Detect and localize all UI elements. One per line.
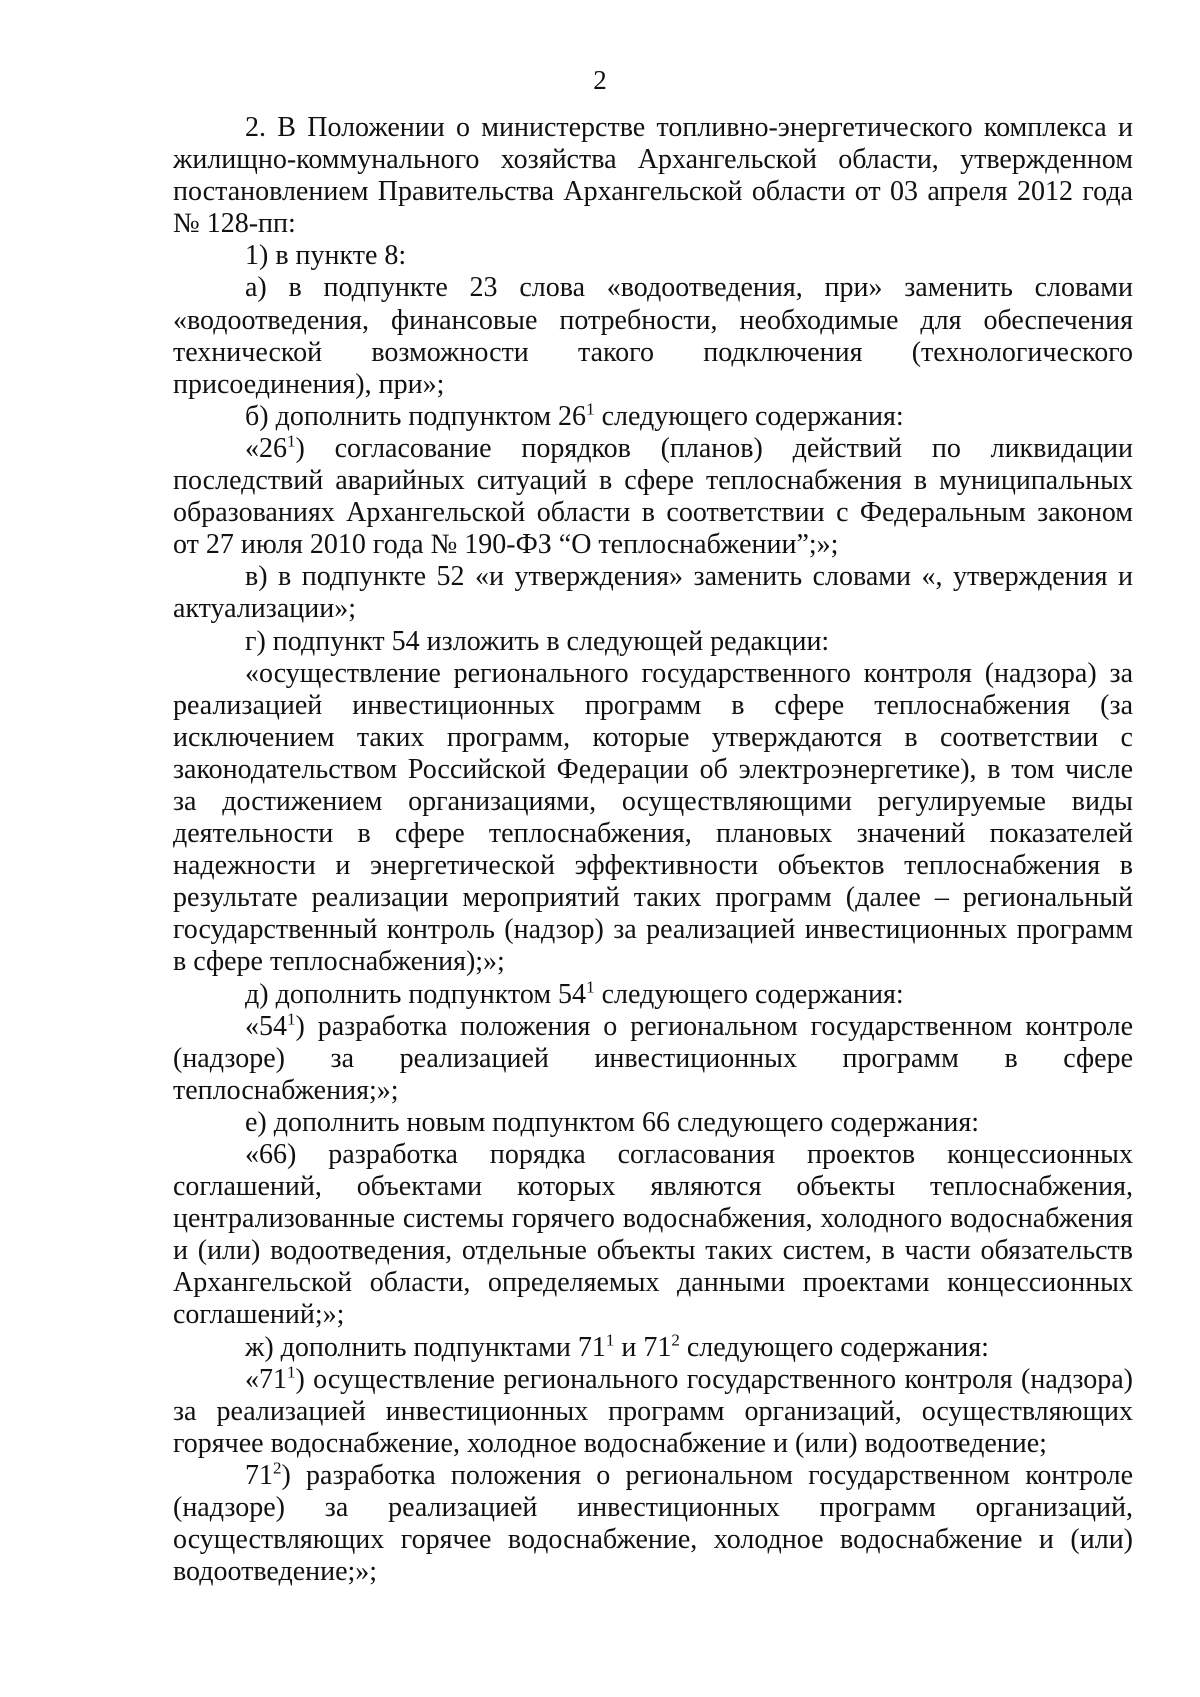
paragraph-text: 1) в пункте 8: (245, 240, 407, 272)
paragraph-text: г) подпункт 54 изложить в следующей редакции: (245, 625, 830, 657)
paragraph-subitem-e (173, 1107, 1133, 1139)
paragraph-text: ) разработка положения о региональном государственном контроле (надзоре) за реализацией инвестиционных программ в сфере теплоснабжения;»; (173, 1010, 1133, 1106)
paragraph-text: б) дополнить подпунктом 26 (245, 400, 587, 432)
paragraph-text: 71 (245, 1459, 273, 1491)
paragraph-text: в) в подпункте 52 «и утверждения» заменить словами «, утверждения и актуализации»; (173, 561, 1133, 625)
paragraph-text: следующего содержания: (594, 978, 904, 1010)
superscript: 1 (605, 1330, 615, 1350)
paragraph-subitem-1 (173, 240, 1133, 272)
paragraph-quote-54 (173, 658, 1133, 979)
paragraph-text: «71 (245, 1363, 287, 1395)
paragraph-text: «54 (245, 1010, 287, 1042)
paragraph-quote-71-2 (173, 1460, 1133, 1588)
paragraph-text: «66) разработка порядка согласования проектов концессионных соглашений, объектами которых являются объекты теплоснабжения, централизованные системы горячего водоснабжения, холодного водоснабжения и (или) водоотведения, отдельные объекты таких систем, в части обязательств Архангельской области, определяемых данными проектами концессионных соглашений;»; (173, 1139, 1133, 1331)
paragraph-text: а) в подпункте 23 слова «водоотведения, при» заменить словами «водоотведения, финансовые потребности, необходимые для обеспечения технической возможности такого подключения (технологического присоединения), при»; (173, 272, 1133, 400)
paragraph-text: и 71 (614, 1331, 672, 1363)
superscript: 1 (287, 431, 296, 451)
paragraph-quote-66 (173, 1139, 1133, 1332)
paragraph-quote-71-1 (173, 1364, 1133, 1460)
superscript: 2 (273, 1458, 282, 1478)
superscript: 1 (287, 1009, 296, 1029)
paragraph-subitem-zh (173, 1332, 1133, 1364)
paragraph-subitem-d (173, 979, 1133, 1011)
document-body (173, 112, 1133, 1588)
superscript: 2 (671, 1330, 680, 1350)
paragraph-text: ) согласование порядков (планов) действий по ликвидации последствий аварийных ситуаций в сфере теплоснабжения в муниципальных образованиях Архангельской области в соответствии с Федеральным законом от 27 июля 2010 года № 190-ФЗ “О теплоснабжении”;»; (173, 432, 1133, 561)
paragraph-text: д) дополнить подпунктом 54 (245, 978, 587, 1010)
paragraph-text: следующего содержания: (679, 1331, 989, 1363)
superscript: 1 (586, 977, 595, 997)
paragraph-text: «осуществление регионального государственного контроля (надзора) за реализацией инвестиционных программ в сфере теплоснабжения (за исключением таких программ, которые утверждаются в соответствии с законодательством Российской Федерации об электроэнергетике), в том числе за достижением организациями, осуществляющими регулируемые виды деятельности в сфере теплоснабжения, плановых значений показателей надежности и энергетической эффективности объектов теплоснабжения в результате реализации мероприятий таких программ (далее – региональный государственный контроль (надзор) за реализацией инвестиционных программ в сфере теплоснабжения);»; (173, 657, 1133, 978)
paragraph-text: 2. В Положении о министерстве топливно-энергетического комплекса и жилищно-коммунального хозяйства Архангельской области, утвержденном постановлением Правительства Архангельской области от 03 апреля 2012 года № 128-пп: (173, 112, 1133, 240)
paragraph-text: е) дополнить новым подпунктом 66 следующего содержания: (245, 1106, 980, 1138)
paragraph-text: «26 (245, 432, 287, 464)
superscript: 1 (586, 399, 595, 419)
paragraph-subitem-b (173, 401, 1133, 433)
page-number: 2 (593, 65, 607, 95)
paragraph-quote-54-1 (173, 1011, 1133, 1107)
paragraph-subitem-v (173, 561, 1133, 625)
superscript: 1 (287, 1362, 296, 1382)
paragraph-item-2 (173, 112, 1133, 240)
paragraph-text: следующего содержания: (594, 400, 904, 432)
paragraph-quote-26-1 (173, 433, 1133, 561)
paragraph-subitem-a (173, 272, 1133, 400)
paragraph-subitem-g (173, 626, 1133, 658)
paragraph-text: ) осуществление регионального государственного контроля (надзора) за реализацией инвестиционных программ организаций, осуществляющих горячее водоснабжение, холодное водоснабжение и (или) водоотведение; (173, 1363, 1133, 1459)
paragraph-text: ) разработка положения о региональном государственном контроле (надзоре) за реализацией инвестиционных программ организаций, осуществляющих горячее водоснабжение, холодное водоснабжение и (или) водоотведение;»; (173, 1459, 1133, 1588)
paragraph-text: ж) дополнить подпунктами 71 (245, 1331, 606, 1363)
